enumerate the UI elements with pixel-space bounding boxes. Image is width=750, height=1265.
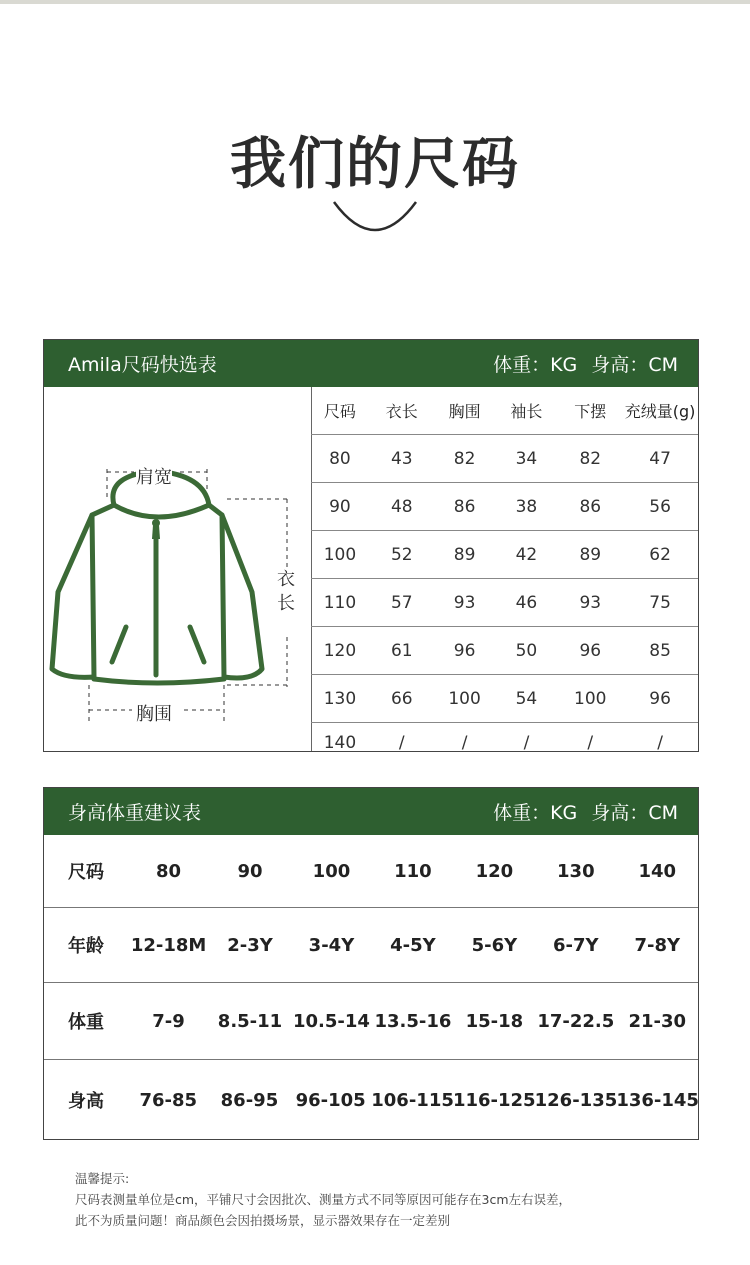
- table-cell: 76-85: [139, 1089, 198, 1111]
- jacket-icon: [44, 387, 311, 752]
- table-cell: 120: [323, 640, 357, 661]
- table-cell: /: [461, 732, 468, 753]
- size-quick-table: [43, 339, 699, 752]
- table-cell: 7-9: [152, 1010, 185, 1032]
- table-cell: 120: [475, 860, 514, 882]
- table-cell: 6-7Y: [553, 934, 599, 956]
- table-cell: 50: [515, 640, 538, 661]
- chest-label: 胸围: [136, 700, 172, 726]
- table-cell: 130: [557, 860, 595, 882]
- table-row: [44, 983, 698, 1060]
- table-cell: 140: [323, 732, 357, 753]
- table-cell: 66: [390, 688, 413, 709]
- table-cell: 96-105: [295, 1089, 366, 1111]
- table-cell: 85: [649, 640, 671, 661]
- table-cell: 110: [394, 860, 432, 882]
- jacket-figure: [44, 387, 312, 751]
- table-cell: 82: [453, 448, 476, 469]
- row-label: 体重: [68, 1012, 104, 1033]
- advice-grid: [44, 835, 698, 1139]
- table-cell: 46: [515, 592, 538, 613]
- table-cell: 100: [312, 860, 351, 882]
- table-cell: 89: [453, 544, 476, 565]
- row-label: 身高: [68, 1091, 104, 1112]
- table-cell: 13.5-16: [374, 1010, 452, 1032]
- table-cell: /: [657, 732, 663, 753]
- table-cell: 61: [390, 640, 413, 661]
- table-cell: 56: [649, 496, 671, 517]
- table-row: [311, 483, 698, 531]
- column-header: 衣长: [385, 402, 418, 421]
- notes-heading: 温馨提示:: [75, 1171, 130, 1186]
- table-cell: 90: [329, 496, 351, 517]
- table-cell: 126-135: [534, 1089, 618, 1111]
- weight-unit: 体重：KG: [493, 354, 578, 376]
- table-cell: 52: [390, 544, 413, 565]
- table-row: [311, 579, 698, 627]
- table-cell: 93: [579, 592, 602, 613]
- notes-line: 此不为质量问题！商品颜色会因拍摄场景，显示器效果存在一定差别: [75, 1213, 451, 1228]
- weight-unit: 体重：KG: [493, 802, 578, 824]
- table-cell: 2-3Y: [227, 934, 273, 956]
- table-row: [44, 908, 698, 983]
- table-row: [311, 675, 698, 723]
- table-cell: 15-18: [465, 1010, 524, 1032]
- table-cell: 21-30: [628, 1010, 687, 1032]
- size-grid-header-row: [311, 387, 698, 435]
- table-cell: 86-95: [220, 1089, 279, 1111]
- table-cell: 80: [156, 860, 182, 882]
- table-cell: 17-22.5: [537, 1010, 615, 1032]
- row-label: 年龄: [68, 936, 104, 957]
- size-quick-table-title: Amila尺码快选表: [68, 354, 217, 376]
- table-cell: /: [523, 732, 530, 753]
- table-cell: 140: [638, 860, 677, 882]
- table-cell: 38: [515, 496, 538, 517]
- top-divider: [0, 0, 750, 4]
- table-cell: 116-125: [452, 1089, 536, 1111]
- table-cell: 12-18M: [130, 934, 207, 956]
- table-cell: 3-4Y: [308, 934, 355, 956]
- table-cell: 8.5-11: [217, 1010, 283, 1032]
- table-cell: 106-115: [371, 1089, 454, 1111]
- table-cell: 75: [649, 592, 671, 613]
- table-cell: 62: [649, 544, 671, 565]
- shoulder-label: 肩宽: [136, 463, 172, 489]
- notes-line: 尺码表测量单位是cm，平铺尺寸会因批次、测量方式不同等原因可能存在3cm左右误差，: [75, 1192, 572, 1207]
- table-row: [311, 435, 698, 483]
- size-advice-table-title: 身高体重建议表: [68, 802, 202, 824]
- table-cell: 100: [448, 688, 481, 709]
- table-cell: 86: [579, 496, 602, 517]
- table-cell: 57: [390, 592, 413, 613]
- table-cell: 34: [515, 448, 538, 469]
- table-cell: 93: [453, 592, 476, 613]
- length-label-top: 衣: [277, 569, 295, 590]
- table-row: [311, 723, 698, 762]
- table-cell: /: [398, 732, 405, 753]
- table-cell: 96: [649, 688, 671, 709]
- table-row: [44, 1060, 698, 1140]
- table-row: [311, 531, 698, 579]
- notes: [75, 1168, 571, 1231]
- row-label: 尺码: [68, 862, 104, 883]
- table-cell: 86: [453, 496, 476, 517]
- table-cell: 42: [515, 544, 538, 565]
- table-cell: 7-8Y: [634, 934, 681, 956]
- table-row: [311, 627, 698, 675]
- table-cell: 47: [649, 448, 671, 469]
- size-quick-table-header: [44, 340, 698, 387]
- table-cell: 48: [390, 496, 413, 517]
- table-cell: 100: [574, 688, 607, 709]
- table-cell: 54: [515, 688, 538, 709]
- table-cell: 82: [579, 448, 602, 469]
- table-cell: 130: [323, 688, 357, 709]
- page-title: 我们的尺码: [230, 132, 520, 197]
- table-cell: 10.5-14: [292, 1010, 370, 1032]
- table-cell: 4-5Y: [390, 934, 436, 956]
- column-header: 尺码: [323, 402, 356, 421]
- table-cell: 90: [237, 860, 263, 882]
- smile-curve-icon: [330, 198, 420, 238]
- table-cell: 89: [579, 544, 602, 565]
- size-grid: [311, 387, 698, 751]
- table-cell: 100: [323, 544, 357, 565]
- column-header: 充绒量(g): [624, 402, 696, 421]
- size-advice-table: [43, 787, 699, 1140]
- table-cell: 43: [390, 448, 413, 469]
- table-cell: 96: [453, 640, 476, 661]
- size-advice-table-header: [44, 788, 698, 835]
- table-cell: 136-145: [616, 1089, 699, 1111]
- table-cell: 96: [579, 640, 602, 661]
- table-cell: 110: [323, 592, 357, 613]
- table-cell: 80: [329, 448, 351, 469]
- height-unit: 身高：CM: [591, 354, 678, 376]
- height-unit: 身高：CM: [591, 802, 678, 824]
- table-cell: /: [587, 732, 594, 753]
- table-row: [44, 835, 698, 908]
- column-header: 胸围: [448, 402, 481, 421]
- table-cell: 5-6Y: [471, 934, 518, 956]
- column-header: 下摆: [574, 402, 607, 421]
- column-header: 袖长: [510, 402, 543, 421]
- length-label-bottom: 长: [277, 593, 295, 614]
